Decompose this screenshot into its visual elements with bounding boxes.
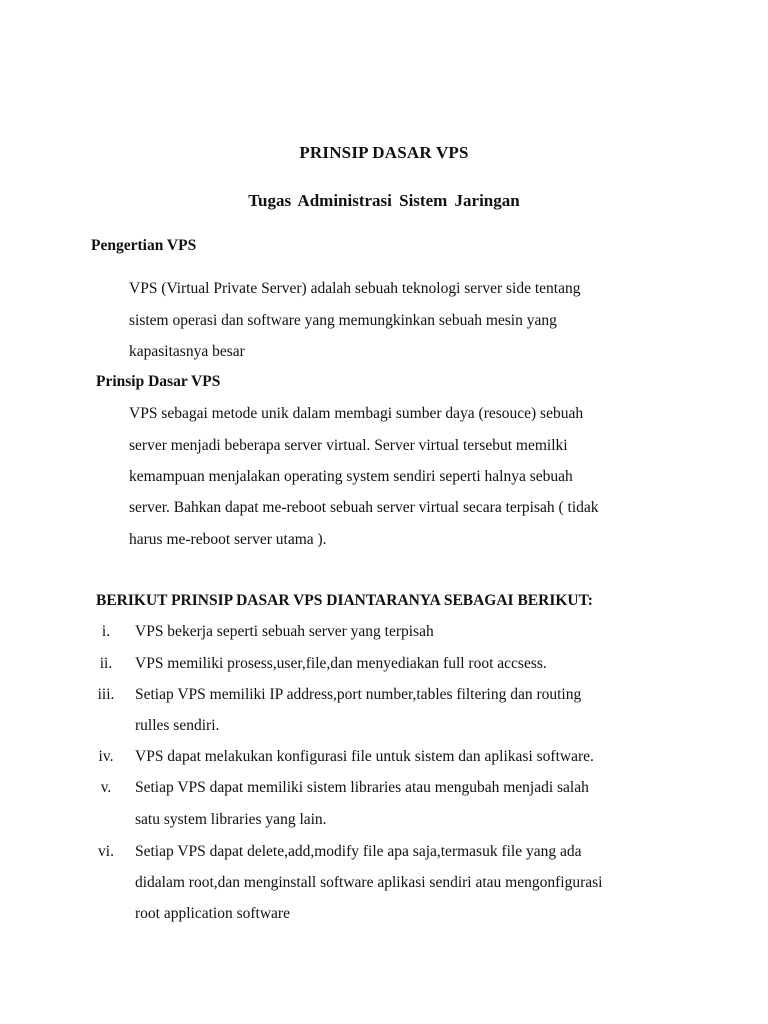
- list-item-text: Setiap VPS dapat delete,add,modify file apa saja,termasuk file yang ada: [135, 843, 582, 860]
- list-numeral: v.: [100, 779, 112, 796]
- list-item-text: VPS memiliki prosess,user,file,dan menyediakan full root accsess.: [135, 655, 547, 672]
- list-numeral: iii.: [97, 686, 115, 703]
- paragraph-line: kapasitasnya besar: [129, 343, 245, 360]
- list-item-text: didalam root,dan menginstall software aplikasi sendiri atau mengonfigurasi: [135, 874, 603, 891]
- paragraph-line: sistem operasi dan software yang memungkinkan sebuah mesin yang: [129, 312, 557, 329]
- paragraph-line: VPS (Virtual Private Server) adalah sebuah teknologi server side tentang: [129, 280, 581, 297]
- list-heading: BERIKUT PRINSIP DASAR VPS DIANTARANYA SEBAGAI BERIKUT:: [96, 592, 593, 609]
- list-item-text: Setiap VPS dapat memiliki sistem libraries atau mengubah menjadi salah: [135, 779, 589, 796]
- paragraph-line: kemampuan menjalakan operating system sendiri seperti halnya sebuah: [129, 468, 573, 485]
- list-item-text: VPS bekerja seperti sebuah server yang terpisah: [135, 623, 434, 640]
- paragraph-line: server. Bahkan dapat me-reboot sebuah server virtual secara terpisah ( tidak: [129, 499, 599, 516]
- list-item-text: satu system libraries yang lain.: [135, 811, 327, 828]
- list-numeral: ii.: [99, 655, 113, 672]
- list-numeral: iv.: [98, 748, 114, 765]
- list-item-text: rulles sendiri.: [135, 717, 220, 734]
- list-item-text: Setiap VPS memiliki IP address,port number,tables filtering dan routing: [135, 686, 582, 703]
- document-title: PRINSIP DASAR VPS: [299, 143, 469, 162]
- paragraph-line: VPS sebagai metode unik dalam membagi sumber daya (resouce) sebuah: [129, 405, 584, 422]
- list-item-text: root application software: [135, 905, 290, 922]
- section-heading-prinsip: Prinsip Dasar VPS: [96, 373, 221, 390]
- paragraph-line: harus me-reboot server utama ).: [129, 531, 327, 548]
- paragraph-line: server menjadi beberapa server virtual. Server virtual tersebut memilki: [129, 437, 568, 454]
- section-heading-pengertian: Pengertian VPS: [91, 237, 197, 254]
- list-item-text: VPS dapat melakukan konfigurasi file untuk sistem dan aplikasi software.: [135, 748, 594, 765]
- document-subtitle: Tugas Administrasi Sistem Jaringan: [248, 191, 520, 210]
- list-numeral: i.: [101, 623, 111, 640]
- list-numeral: vi.: [98, 843, 114, 860]
